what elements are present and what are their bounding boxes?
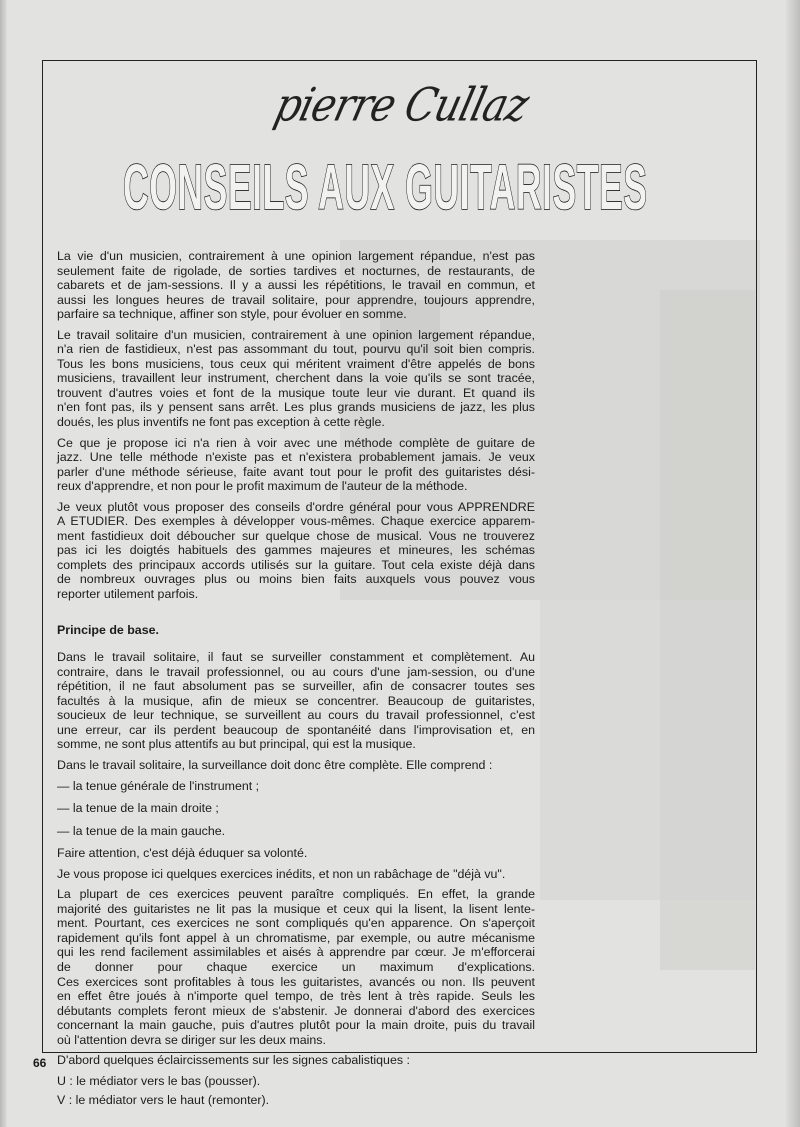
text-line: Faire attention, c'est déjà éduquer sa volonté. (57, 846, 308, 861)
text-line: en effet être joués à n'importe quel tempo, de très lent à très rapide. Seuls les (57, 989, 535, 1004)
paper-edge-shadow-left (0, 0, 7, 1127)
paragraph (57, 867, 535, 882)
section-heading: Principe de base. (57, 622, 159, 637)
text-line: D'abord quelques éclaircissements sur les signes cabalistiques : (57, 1053, 410, 1068)
list-item: — la tenue générale de l'instrument ; (57, 778, 260, 793)
text-line: concernant la main gauche, puis d'autres plutôt pour la main droite, puis du travail (57, 1018, 535, 1033)
article-body (57, 249, 535, 1113)
text-line: majorité des guitaristes ne lit pas la musique et ceux qui la lisent, la lisent lente- (57, 901, 535, 916)
text-line: jazz. Une telle méthode n'existe pas et n'existera probablement jamais. Je veux (57, 450, 535, 465)
paragraph (57, 650, 535, 752)
text-line: débutants complets feront mieux de s'abstenir. Je donnerai d'abord des exercices (57, 1003, 535, 1018)
text-line: A ETUDIER. Des exemples à développer vous-mêmes. Chaque exercice apparem- (57, 514, 535, 529)
text-line: n'a rien de fastidieux, n'est pas assommant du tout, pourvu qu'il soit bien compris. (57, 342, 535, 357)
paper-edge-shadow-right (786, 0, 800, 1127)
text-line: reporter utilement parfois. (57, 587, 199, 602)
text-line: parfaire sa technique, affiner son style, pour évoluer en somme. (57, 307, 407, 322)
text-line: où l'attention devra se diriger sur les deux mains. (57, 1032, 326, 1047)
requirements-list (57, 779, 535, 839)
list-item: — la tenue de la main droite ; (57, 801, 219, 816)
text-line: rapidement qu'ils font appel à un chromatisme, par exemple, ou autre mécanisme (57, 930, 535, 945)
text-line: Je veux plutôt vous proposer des conseils d'ordre général pour vous APPRENDRE (57, 499, 535, 514)
paragraph (57, 887, 535, 1047)
text-line: soucieux de leur technique, se surveillent au cours du travail professionnel, c'est (57, 708, 535, 723)
text-line: trouvent d'autres voies et font de la musique toute leur vie durant. Et quand ils (57, 385, 535, 400)
text-line: Tous les bons musiciens, tous ceux qui méritent vraiment d'être appelés de bons (57, 356, 535, 371)
page-number: 66 (33, 1056, 47, 1070)
text-line: répétition, il ne faut absolument pas se surveiller, afin de consacrer toutes ses (57, 679, 535, 694)
intro-paragraphs (57, 249, 535, 602)
text-line: Je vous propose ici quelques exercices inédits, et non un rabâchage de "déjà vu". (57, 866, 506, 881)
text-line: ment fastidieux doit déboucher sur quelque chose de musical. Vous ne trouverez (57, 528, 535, 543)
paragraph (57, 1053, 535, 1068)
text-line: seulement faite de rigolade, de sorties tardives et nocturnes, de restaurants, de (57, 263, 535, 278)
text-line: pas ici les doigtés habituels des gammes majeures et mineures, les schémas (57, 543, 535, 558)
text-line: Dans le travail solitaire, il faut se surveiller constamment et complètement. Au (57, 650, 535, 665)
author-signature: pierre Cullaz (269, 79, 534, 133)
text-line: musiciens, travaillent leur instrument, cherchent dans la voie qu'ils se sont tracée, (57, 371, 535, 386)
text-line: Dans le travail solitaire, la surveillance doit donc être complète. Elle comprend : (57, 757, 493, 772)
signs-legend (57, 1074, 535, 1108)
text-line: parler d'une méthode sérieuse, faite avant tout pour le profit des guitaristes dési- (57, 464, 535, 479)
list-item: — la tenue de la main gauche. (57, 823, 226, 838)
paragraph (57, 500, 535, 602)
text-line: Ce que je propose ici n'a rien à voir avec une méthode complète de guitare de (57, 435, 535, 450)
section-paragraphs (57, 650, 535, 772)
text-line: une erreur, car ils perdent beaucoup de spontanéité dans l'improvisation et, en (57, 722, 535, 737)
section-paragraphs-continued (57, 846, 535, 1068)
text-line: cabarets et de jam-sessions. Il y a aussi les répétitions, le travail en commun, et (57, 278, 535, 293)
text-line: doués, les plus inventifs ne font pas exception à cette règle. (57, 415, 385, 430)
paragraph (57, 758, 535, 773)
text-line: facultés à la musique, afin de mieux se concentrer. Beaucoup de guitaristes, (57, 693, 535, 708)
text-line: reux d'apprendre, et non pour le profit maximum de l'auteur de la méthode. (57, 479, 468, 494)
text-line: La plupart de ces exercices peuvent paraître compliqués. En effet, la grande (57, 887, 535, 902)
text-line: contraire, dans le travail professionnel, ou au cours d'une jam-session, ou d'une (57, 664, 535, 679)
text-line: qui les rend facilement assimilables et aisés à apprendre par cœur. Je m'efforcerai (57, 945, 535, 960)
paragraph (57, 328, 535, 430)
text-line: somme, ne sont plus attentifs au but principal, qui est la musique. (57, 737, 416, 752)
text-line: complets des principaux accords utilisés sur la guitare. Tout cela existe déjà dans (57, 557, 535, 572)
paragraph (57, 846, 535, 861)
article-title: CONSEILS AUX GUITARISTES (123, 151, 648, 223)
text-line: Le travail solitaire d'un musicien, contrairement à une opinion largement répandue, (57, 327, 535, 342)
text-line: ment. Pourtant, ces exercices ne sont compliqués qu'en apparence. On s'aperçoit (57, 916, 535, 931)
paragraph (57, 249, 535, 322)
text-line: de nombreux ouvrages plus ou moins bien faits auxquels vous pouvez vous (57, 572, 535, 587)
sign-definition: U : le médiator vers le bas (pousser). (57, 1073, 261, 1088)
text-line: de donner pour chaque exercice un maximum d'explications. (57, 959, 535, 974)
sign-definition: V : le médiator vers le haut (remonter). (57, 1093, 270, 1108)
paragraph (57, 436, 535, 494)
text-line: n'en font pas, ils y pensent sans arrêt. Les plus grands musiciens de jazz, les plus (57, 400, 535, 415)
text-line: Ces exercices sont profitables à tous les guitaristes, avancés ou non. Ils peuvent (57, 974, 535, 989)
text-line: La vie d'un musicien, contrairement à une opinion largement répandue, n'est pas (57, 249, 535, 263)
text-line: aussi les longues heures de travail solitaire, pour apprendre, toujours apprendre, (57, 292, 535, 307)
